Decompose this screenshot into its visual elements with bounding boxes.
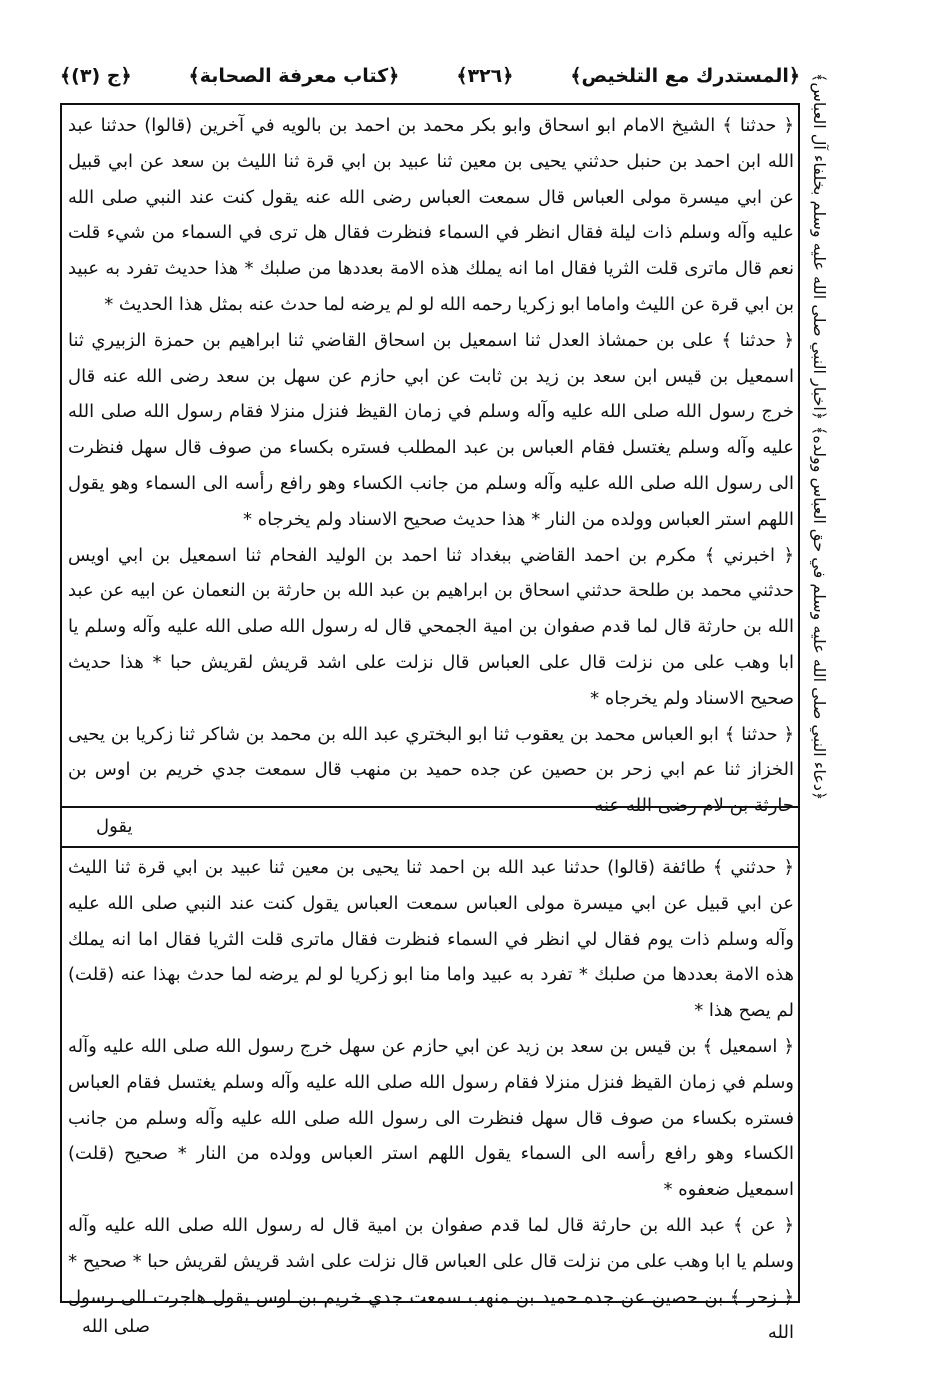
- side-note-1: ﴿اخبار النبي صلى الله عليه وسلم بخلفاء آل العباس﴾: [810, 72, 829, 420]
- header-volume: ﴿ج (٣)﴾: [60, 65, 132, 87]
- main-paragraph: ﴿ حدثنا ﴾ الشيخ الامام ابو اسحاق وابو بكر محمد بن احمد بن بالويه في آخرين (قالوا) حدثنا عبد الله ابن احمد بن حنبل حدثني يحيى بن معين ثنا عبيد بن ابي قرة ثنا الليث بن سعد عن ابي قبيل عن ابي ميسرة مولى العباس قال سمعت العباس رضى الله عنه يقول كنت عند النبي صلى الله عليه وآله وسلم ذات ليلة فقال انظر في السماء فنظرت فقال هل ترى في السماء من شيء قلت نعم قال ماترى قلت الثريا فقال اما انه يملك هذه الامة بعددها من صلبك * هذا حديث تفرد به عبيد بن ابي قرة عن الليث واماما ابو زكريا رحمه الله لو لم يرضه لما حدث عنه بمثل هذا الحديث *: [68, 115, 794, 315]
- section-divider-bottom: [60, 846, 800, 848]
- talkhis-paragraph: ﴿ زحر ﴾ بن حصين عن جده حميد بن منهب سمعت جدي خريم بن اوس يقول هاجرت الى رسول الله: [68, 1286, 794, 1344]
- main-paragraph: ﴿ حدثنا ﴾ على بن حمشاذ العدل ثنا اسمعيل بن اسحاق القاضي ثنا ابراهيم بن حمزة الزبيري ثنا اسمعيل بن قيس ابن سعد بن زيد بن ثابت عن ابي حازم عن سهل بن سعد رضى الله عنه قال خرج رسول الله صلى الله عليه وآله وسلم في زمان القيظ فنزل منزلا فقام رسول الله صلى الله عليه وآله وسلم يغتسل فقام العباس بن عبد المطلب فستره بكساء من صوف قال سهل فنظرت الى رسول الله صلى الله عليه وآله وسلم من جانب الكساء وهو رافع رأسه الى السماء وهو يقول اللهم استر العباس وولده من النار * هذا حديث صحيح الاسناد ولم يخرجاه *: [68, 329, 794, 530]
- side-note-2: ﴿دعاء النبي صلى الله عليه وسلم في حق العباس وولده﴾: [810, 425, 829, 800]
- header-book: ﴿كتاب معرفة الصحابة﴾: [188, 65, 400, 87]
- talkhis-paragraph: ﴿ اسمعيل ﴾ بن قيس بن سعد بن زيد عن ابي حازم عن سهل خرج رسول الله صلى الله عليه وآله وسلم في زمان القيظ فنزل منزلا فقام رسول الله صلى الله عليه وآله وسلم يغتسل فقام العباس فستره بكساء من صوف قال سهل فنظرت الى رسول الله صلى الله عليه وآله وسلم من جانب الكساء وهو رافع رأسه الى السماء يقول اللهم استر العباس وولده من النار * صحيح (قلت) اسمعيل ضعفوه *: [68, 1035, 794, 1201]
- catchword: صلى الله: [82, 1316, 151, 1337]
- main-paragraph: ﴿ حدثنا ﴾ ابو العباس محمد بن يعقوب ثنا ابو البختري عبد الله بن محمد بن شاكر ثنا زكريا بن يحيى الخزاز ثنا عم ابي زحر بن حصين عن جده حميد بن منهب قال سمعت جدي خريم بن اوس بن حارثة بن لام رضى الله عنه: [68, 723, 794, 817]
- continuation-word: يقول: [96, 816, 133, 837]
- talkhis-paragraph: ﴿ حدثني ﴾ طائفة (قالوا) حدثنا عبد الله بن احمد ثنا يحيى بن معين ثنا عبيد بن ابي قرة ثنا الليث عن ابي قبيل عن ابي ميسرة مولى العباس سمعت العباس يقول كنت عند النبي صلى الله عليه وآله وسلم ذات يوم فقال لي انظر في السماء فنظرت فقال ماترى قلت الثريا فقال اما انه يملك هذه الامة بعددها من صلبك * تفرد به عبيد واما منا ابو زكريا لو لم يرضه لما حدث بهذا عنه (قلت) لم يصح هذا *: [68, 857, 794, 1022]
- main-text: [68, 108, 794, 824]
- page-number: ﴿٣٢٦﴾: [456, 65, 514, 87]
- talkhis-paragraph: ﴿ عن ﴾ عبد الله بن حارثة قال لما قدم صفوان بن امية قال له رسول الله صلى الله عليه وآله وسلم يا ابا وهب على من نزلت قال على العباس قال نزلت على اشد قريش لقريش حبا * صحيح *: [68, 1214, 794, 1272]
- main-paragraph: ﴿ اخبرني ﴾ مكرم بن احمد القاضي ببغداد ثنا احمد بن الوليد الفحام ثنا اسمعيل بن ابي اويس حدثني محمد بن طلحة حدثني اسحاق بن ابراهيم بن عبد الله بن حارثة بن النعمان عن ابيه عن عبد الله بن حارثة قال لما قدم صفوان بن امية الجمحي قال له رسول الله صلى الله عليه وآله وسلم يا ابا وهب على من نزلت قال على العباس قال نزلت على اشد قريش لقريش حبا * هذا حديث صحيح الاسناد ولم يخرجاه *: [68, 544, 794, 709]
- page-header: [60, 56, 800, 96]
- header-title: ﴿المستدرك مع التلخيص﴾: [570, 65, 800, 87]
- talkhis-text: [68, 850, 794, 1351]
